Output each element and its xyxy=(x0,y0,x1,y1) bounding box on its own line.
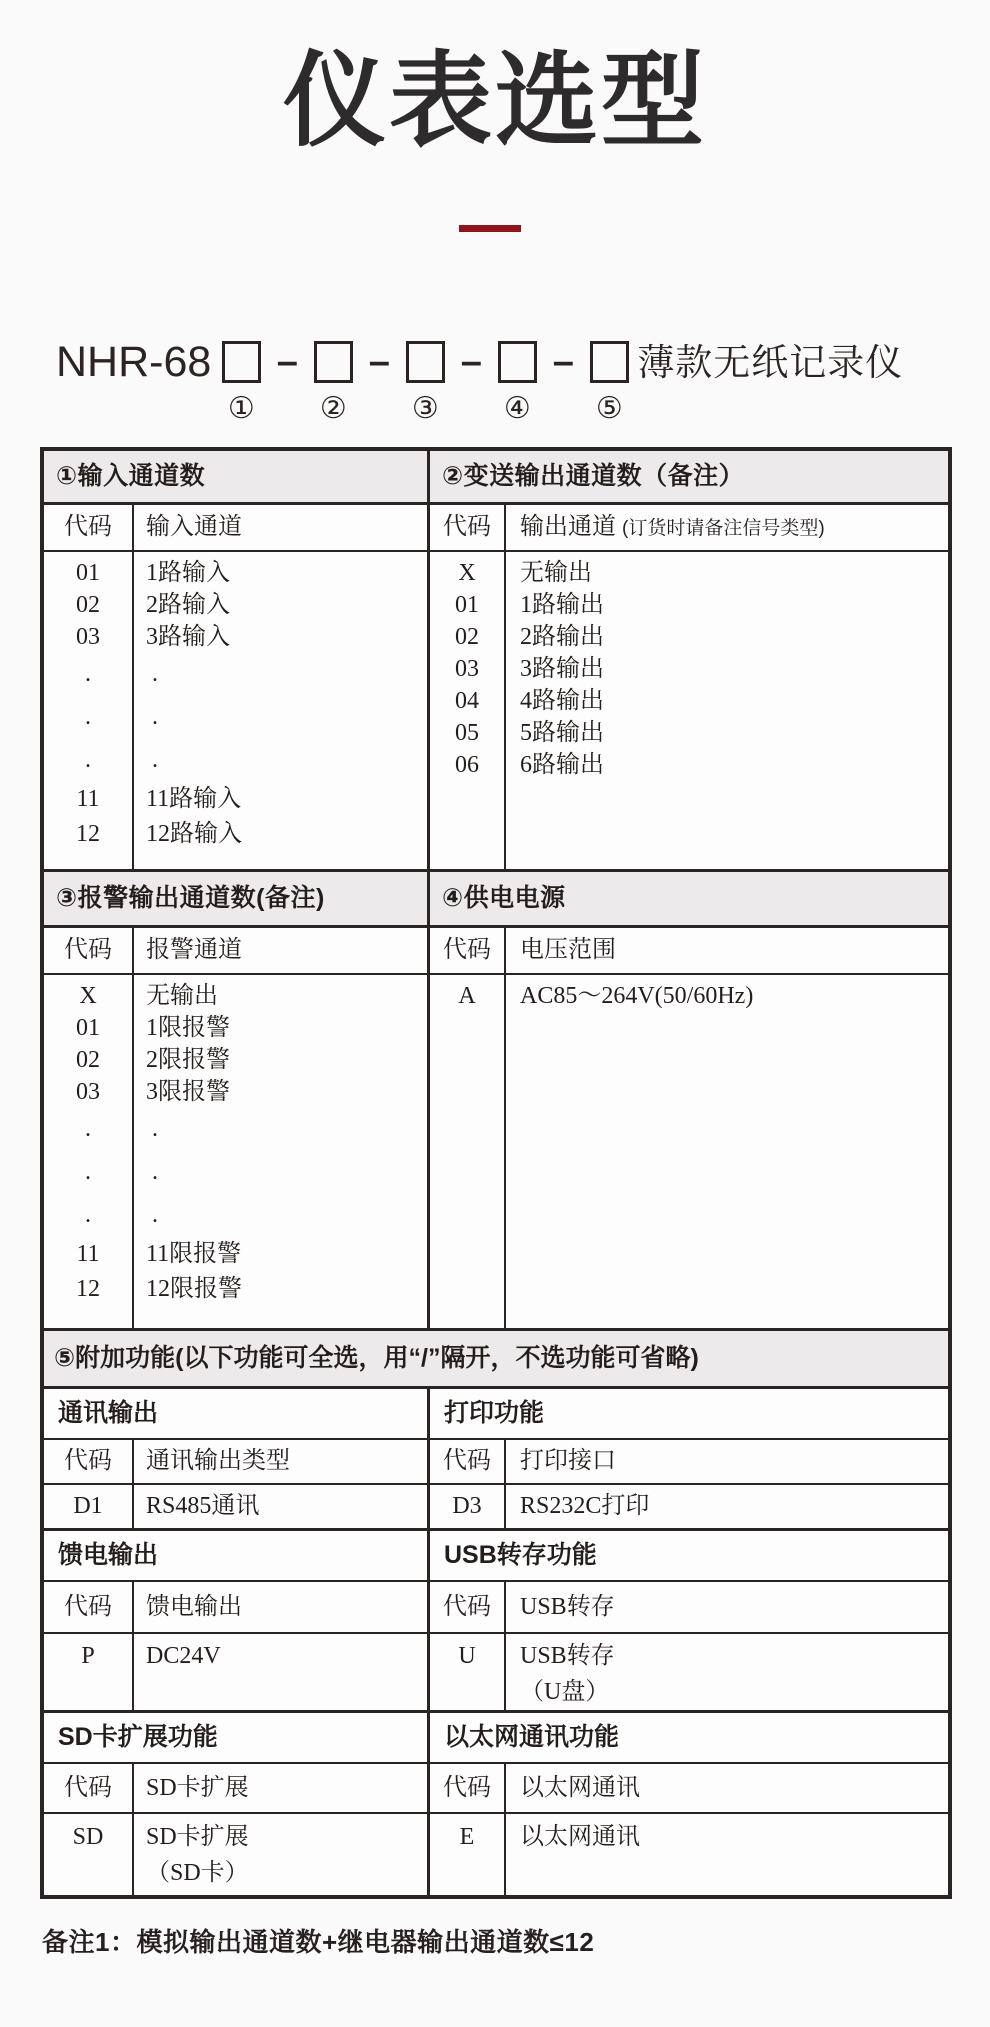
cell-desc: AC85～264V(50/60Hz) xyxy=(520,983,754,1009)
cell-desc: 无输出 xyxy=(146,983,218,1009)
power-desc-column xyxy=(506,975,948,1328)
body-1-2 xyxy=(44,552,948,872)
col-header-output-channel xyxy=(506,505,948,551)
model-slot-box-4 xyxy=(498,341,537,383)
cell-desc: 3路输出 xyxy=(520,656,604,682)
slot-number-3: ③ xyxy=(411,392,439,425)
model-slot-box-2 xyxy=(314,341,353,383)
cell-desc: RS485通讯 xyxy=(134,1485,430,1528)
cell-desc xyxy=(506,1634,948,1710)
data-comm-print xyxy=(44,1485,948,1531)
cell-code: . xyxy=(85,1202,91,1228)
cell-desc: DC24V xyxy=(134,1634,430,1710)
cell-desc: 1路输出 xyxy=(520,592,604,618)
cell-desc: . xyxy=(152,1202,158,1228)
cell-desc: 2路输出 xyxy=(520,624,604,650)
usb-title: USB转存功能 xyxy=(444,1541,597,1569)
col-header-code: 代码 xyxy=(430,1440,506,1483)
cell-desc: 1限报警 xyxy=(146,1015,230,1041)
title-underline xyxy=(459,225,521,232)
cell-desc: 12路输入 xyxy=(146,821,242,847)
cell-code: D1 xyxy=(44,1485,134,1528)
subheader-comm-print xyxy=(44,1440,948,1485)
subheader-row-1-2 xyxy=(44,505,948,552)
col-header-output-note: (订货时请备注信号类型) xyxy=(622,518,825,539)
power-code-column xyxy=(430,975,506,1328)
cell-desc xyxy=(134,1814,430,1895)
subheader-sd-ethernet xyxy=(44,1764,948,1814)
cell-desc: 3路输入 xyxy=(146,624,230,650)
cell-desc: . xyxy=(152,747,158,773)
cell-code: A xyxy=(458,983,476,1009)
cell-code: . xyxy=(85,661,91,687)
cell-code: 03 xyxy=(76,1079,100,1105)
cell-desc-line-1: SD卡扩展 xyxy=(146,1824,249,1850)
cell-desc-line-2: （SD卡） xyxy=(146,1860,249,1886)
col-header-alarm-channel: 报警通道 xyxy=(134,928,430,973)
feed-title: 馈电输出 xyxy=(44,1531,430,1580)
sd-title: SD卡扩展功能 xyxy=(44,1713,430,1762)
cell-code: 12 xyxy=(76,1276,100,1302)
cell-code: 01 xyxy=(76,560,100,586)
ethernet-title: 以太网通讯功能 xyxy=(444,1723,620,1751)
cell-code: 05 xyxy=(455,720,479,746)
subsection-titles-sd-ethernet xyxy=(44,1713,948,1764)
section-headers-3-4 xyxy=(44,872,948,928)
col-header-code: 代码 xyxy=(44,505,134,551)
cell-code: SD xyxy=(44,1814,134,1895)
model-slot-box-1 xyxy=(222,341,261,383)
section-3-header: ③报警输出通道数(备注) xyxy=(44,872,430,925)
cell-code: E xyxy=(430,1814,506,1895)
subsection-titles-comm-print xyxy=(44,1389,948,1440)
model-slot-3 xyxy=(405,341,445,424)
cell-desc: . xyxy=(152,704,158,730)
col-header-comm-type: 通讯输出类型 xyxy=(134,1440,430,1483)
cell-desc: 12限报警 xyxy=(146,1276,242,1302)
cell-desc: 4路输出 xyxy=(520,688,604,714)
model-slot-box-5 xyxy=(590,341,629,383)
cell-code: . xyxy=(85,1116,91,1142)
cell-code: 06 xyxy=(455,752,479,778)
model-slot-2 xyxy=(313,341,353,424)
cell-desc-line-2: （U盘） xyxy=(520,1679,610,1705)
model-slot-5 xyxy=(589,341,629,424)
data-sd-ethernet xyxy=(44,1814,948,1895)
slot-number-5: ⑤ xyxy=(595,392,623,425)
cell-code: 02 xyxy=(76,1047,100,1073)
model-dash: – xyxy=(460,341,482,383)
cell-desc: 5路输出 xyxy=(520,720,604,746)
slot-number-1: ① xyxy=(227,392,255,425)
selection-table xyxy=(40,447,952,1899)
cell-desc: 2路输入 xyxy=(146,592,230,618)
col-header-code: 代码 xyxy=(430,928,506,973)
cell-desc: 11限报警 xyxy=(146,1241,242,1267)
cell-code: . xyxy=(85,1159,91,1185)
slot-number-2: ② xyxy=(319,392,347,425)
input-code-column xyxy=(44,552,134,869)
comm-title: 通讯输出 xyxy=(44,1389,430,1438)
subheader-feed-usb xyxy=(44,1582,948,1634)
slot-number-4: ④ xyxy=(503,392,531,425)
model-suffix: 薄款无纸记录仪 xyxy=(637,342,904,383)
data-feed-usb xyxy=(44,1634,948,1713)
col-header-code: 代码 xyxy=(430,1764,506,1812)
input-desc-column xyxy=(134,552,430,869)
col-header-input-channel: 输入通道 xyxy=(134,505,430,551)
cell-desc: 无输出 xyxy=(520,560,592,586)
col-header-output-channel-label: 输出通道 xyxy=(520,514,616,540)
cell-desc: 以太网通讯 xyxy=(520,1824,640,1850)
cell-code: D3 xyxy=(430,1485,506,1528)
cell-desc: 3限报警 xyxy=(146,1079,230,1105)
subheader-row-3-4 xyxy=(44,928,948,975)
cell-desc: 1路输入 xyxy=(146,560,230,586)
col-header-code: 代码 xyxy=(44,928,134,973)
cell-code: 03 xyxy=(455,656,479,682)
cell-code: U xyxy=(430,1634,506,1710)
body-3-4 xyxy=(44,975,948,1331)
cell-desc: . xyxy=(152,661,158,687)
cell-code: 02 xyxy=(455,624,479,650)
transmit-desc-column xyxy=(506,552,948,869)
cell-code: 01 xyxy=(76,1015,100,1041)
col-header-usb-transfer: USB转存 xyxy=(520,1594,615,1620)
section-headers-1-2 xyxy=(44,451,948,505)
cell-desc: 11路输入 xyxy=(146,786,242,812)
col-header-print-port: 打印接口 xyxy=(520,1448,616,1474)
model-slot-4 xyxy=(497,341,537,424)
footnote: 备注1：模拟输出通道数+继电器输出通道数≤12 xyxy=(42,1927,595,1957)
cell-desc: . xyxy=(152,1159,158,1185)
page-title: 仪表选型 xyxy=(283,43,707,158)
cell-desc: 6路输出 xyxy=(520,752,604,778)
subsection-titles-feed-usb xyxy=(44,1531,948,1582)
alarm-code-column xyxy=(44,975,134,1328)
model-dash: – xyxy=(552,341,574,383)
model-slot-box-3 xyxy=(406,341,445,383)
section-2-header: ②变送输出通道数（备注） xyxy=(430,451,948,502)
col-header-voltage-range: 电压范围 xyxy=(520,937,616,963)
cell-code: 11 xyxy=(76,786,100,812)
col-header-feed-output: 馈电输出 xyxy=(134,1582,430,1632)
col-header-code: 代码 xyxy=(44,1764,134,1812)
col-header-code: 代码 xyxy=(44,1582,134,1632)
print-title: 打印功能 xyxy=(444,1399,545,1427)
col-header-code: 代码 xyxy=(430,505,506,551)
section-1-header: ①输入通道数 xyxy=(44,451,430,502)
cell-desc: . xyxy=(152,1116,158,1142)
model-code-line xyxy=(56,338,904,425)
cell-desc: 2限报警 xyxy=(146,1047,230,1073)
section-4-header: ④供电电源 xyxy=(430,872,948,925)
col-header-sd-expand: SD卡扩展 xyxy=(134,1764,430,1812)
col-header-ethernet-comm: 以太网通讯 xyxy=(520,1775,640,1801)
cell-code: . xyxy=(85,747,91,773)
cell-code: 12 xyxy=(76,821,100,847)
model-dash: – xyxy=(276,341,298,383)
section-5-header: ⑤附加功能(以下功能可全选，用“/”隔开，不选功能可省略) xyxy=(44,1331,948,1389)
cell-code: 04 xyxy=(455,688,479,714)
cell-code: 01 xyxy=(455,592,479,618)
cell-code: X xyxy=(79,983,97,1009)
cell-desc: RS232C打印 xyxy=(520,1493,650,1519)
model-prefix: NHR-68 xyxy=(56,338,212,386)
col-header-code: 代码 xyxy=(430,1582,506,1632)
cell-code: . xyxy=(85,704,91,730)
alarm-desc-column xyxy=(134,975,430,1328)
cell-code: X xyxy=(458,560,476,586)
cell-code: 11 xyxy=(76,1241,100,1267)
cell-code: 02 xyxy=(76,592,100,618)
cell-code: 03 xyxy=(76,624,100,650)
cell-desc-line-1: USB转存 xyxy=(520,1643,615,1669)
model-slot-1 xyxy=(221,341,261,424)
transmit-code-column xyxy=(430,552,506,869)
model-dash: – xyxy=(368,341,390,383)
cell-code: P xyxy=(44,1634,134,1710)
col-header-code: 代码 xyxy=(44,1440,134,1483)
